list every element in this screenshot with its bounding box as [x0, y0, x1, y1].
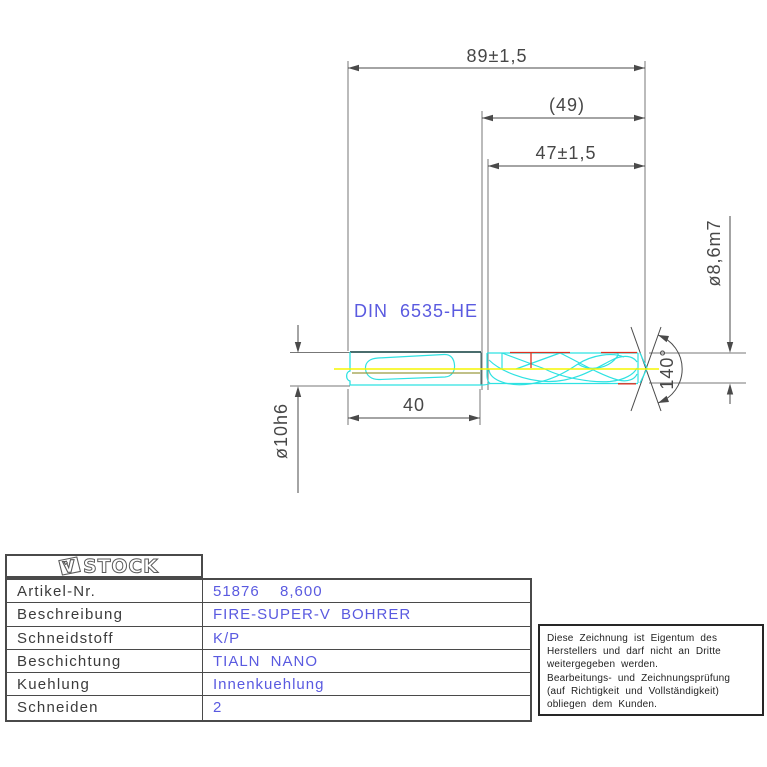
table-row — [7, 696, 530, 719]
row-value: FIRE-SUPER-V BOHRER — [213, 606, 412, 624]
table-row — [7, 580, 530, 603]
table-row — [7, 650, 530, 673]
dim-flute-length: 47±1,5 — [535, 142, 597, 163]
dim-shank-diameter: ø10h6 — [270, 402, 291, 460]
stock-logo-mark — [59, 557, 81, 575]
title-block-rows — [5, 578, 532, 722]
row-label: Schneiden — [7, 696, 203, 719]
row-label: Schneidstoff — [7, 627, 203, 649]
title-block — [5, 554, 412, 717]
row-value: Innenkuehlung — [213, 676, 325, 694]
shank-clamping-flat — [365, 354, 454, 379]
logo-cell — [5, 554, 203, 578]
stock-logo — [57, 555, 201, 577]
table-row — [7, 673, 530, 696]
row-value: TIALN NANO — [213, 652, 319, 670]
dimension-lines — [298, 68, 730, 493]
dim-point-angle: 140° — [656, 348, 677, 390]
row-label: Kuehlung — [7, 673, 203, 695]
row-value: 51876 8,600 — [213, 583, 323, 600]
dim-length-ref: (49) — [548, 94, 585, 115]
stock-logo-text: STOCK — [83, 555, 159, 577]
table-row — [7, 603, 530, 626]
notice-line: Diese Zeichnung ist Eigentum des — [547, 633, 718, 644]
row-value: 2 — [213, 699, 223, 717]
ownership-notice — [538, 624, 764, 716]
notice-line: obliegen dem Kunden. — [547, 699, 658, 711]
row-value: K/P — [213, 629, 241, 647]
extension-lines — [290, 61, 746, 425]
dim-overall-length: 89±1,5 — [466, 45, 528, 66]
dim-tip-diameter: ø8,6m7 — [703, 219, 724, 287]
table-row — [7, 627, 530, 650]
din-standard-label: DIN 6535-HE — [354, 300, 479, 321]
notice-line: (auf Richtigkeit und Vollständigkeit) — [547, 685, 720, 697]
notice-line: Bearbeitungs- und Zeichnungsprüfung — [547, 672, 731, 684]
notice-line: weitergegeben werden. — [547, 659, 659, 671]
notice-line: Herstellers und darf nicht an Dritte — [547, 646, 721, 658]
dim-shank-length: 40 — [402, 394, 426, 415]
row-label: Artikel-Nr. — [7, 580, 203, 602]
row-label: Beschichtung — [7, 650, 203, 672]
row-label: Beschreibung — [7, 603, 203, 625]
